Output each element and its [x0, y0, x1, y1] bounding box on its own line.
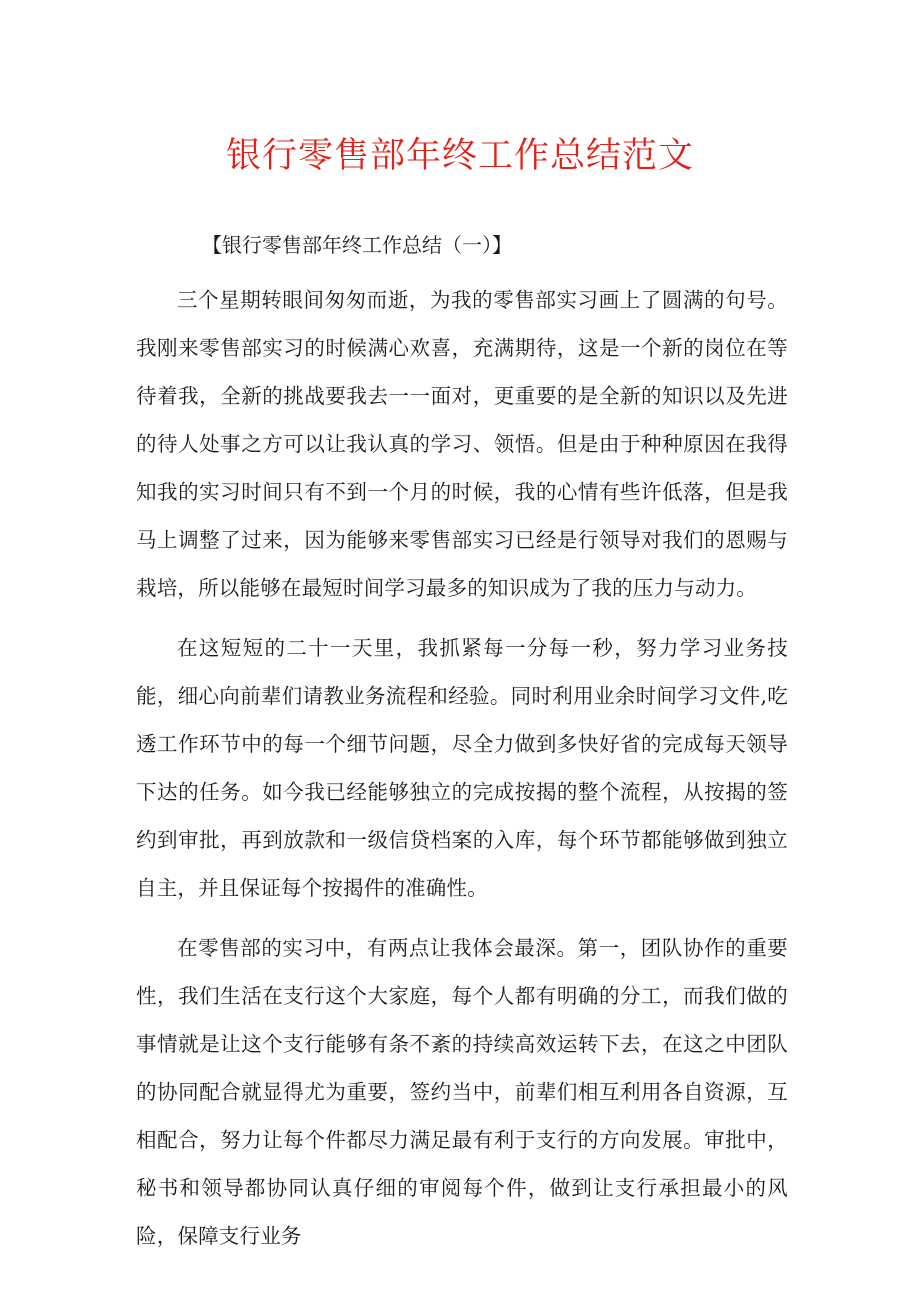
paragraph-1: 三个星期转眼间匆匆而逝，为我的零售部实习画上了圆满的句号。我刚来零售部实习的时候满心欢喜，充满期待，这是一个新的岗位在等待着我，全新的挑战要我去一一面对，更重要的是全新的知识以及先进的待人处事之方可以让我认真的学习、领悟。但是由于种种原因在我得知我的实习时间只有不到一个月的时候，我的心情有些许低落，但是我马上调整了过来，因为能够来零售部实习已经是行领导对我们的恩赐与栽培，所以能够在最短时间学习最多的知识成为了我的压力与动力。 — [136, 288, 788, 600]
paragraph-2: 在这短短的二十一天里，我抓紧每一分每一秒，努力学习业务技能，细心向前辈们请教业务流程和经验。同时利用业余时间学习文件,吃透工作环节中的每一个细节问题，尽全力做到多快好省的完成每天领导下达的任务。如今我已经能够独立的完成按揭的整个流程，从按揭的签约到审批，再到放款和一级信贷档案的入库，每个环节都能够做到独立自主，并且保证每个按揭件的准确性。 — [136, 636, 788, 900]
section-heading: 【银行零售部年终工作总结（一）】 — [202, 233, 512, 257]
document-body — [136, 276, 788, 1260]
document-title: 银行零售部年终工作总结范文 — [225, 136, 694, 176]
paragraph-3: 在零售部的实习中，有两点让我体会最深。第一，团队协作的重要性，我们生活在支行这个大家庭，每个人都有明确的分工，而我们做的事情就是让这个支行能够有条不紊的持续高效运转下去，在这之中团队的协同配合就显得尤为重要，签约当中，前辈们相互利用各自资源，互相配合，努力让每个件都尽力满足最有利于支行的方向发展。审批中，秘书和领导都协同认真仔细的审阅每个件，做到让支行承担最小的风险，保障支行业务 — [136, 936, 788, 1248]
